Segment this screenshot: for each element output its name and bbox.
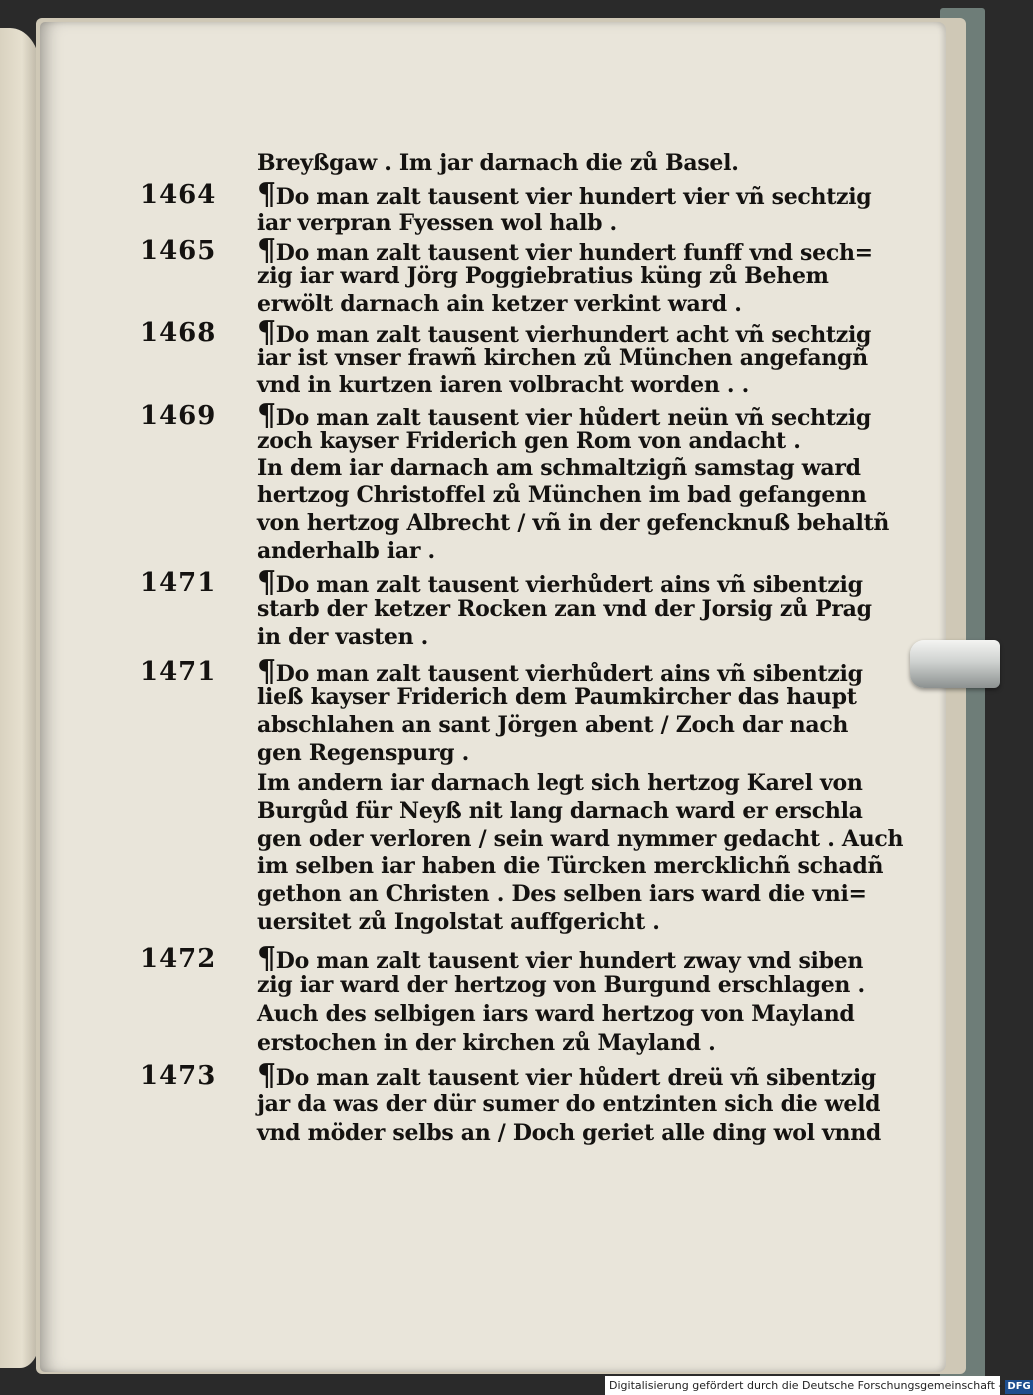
year-1472: 1472 (140, 944, 217, 974)
text-line: vnd in kurtzen iaren volbracht worden . . (257, 372, 749, 398)
text-line: gen oder verloren / sein ward nymmer gedacht . Auch (257, 826, 904, 852)
text-line: von hertzog Albrecht / vñ in der gefencknuß behaltñ (257, 510, 890, 536)
pilcrow-mark: ¶ (257, 177, 276, 212)
year-1471-second: 1471 (140, 657, 217, 687)
text-line: gethon an Christen . Des selben iars ward die vni= (257, 881, 867, 907)
text-line: iar ist vnser frawñ kirchen zů München angefangñ (257, 345, 868, 371)
text-line: zoch kayser Friderich gen Rom von andacht . (257, 428, 801, 454)
text-line: in der vasten . (257, 624, 429, 650)
pilcrow-mark: ¶ (257, 315, 276, 350)
year-1473: 1473 (140, 1061, 217, 1091)
text-line: uersitet zů Ingolstat auffgericht . (257, 909, 660, 935)
pilcrow-mark: ¶ (257, 1058, 276, 1093)
text-line: hertzog Christoffel zů München im bad gefangenn (257, 482, 867, 508)
text-line: ¶Do man zalt tausent vier hundert funff vnd sech= (257, 233, 873, 268)
year-1469: 1469 (140, 401, 217, 431)
text-line: starb der ketzer Rocken zan vnd der Jorsig zů Prag (257, 596, 872, 622)
pilcrow-mark: ¶ (257, 941, 276, 976)
text-line: ¶Do man zalt tausent vierhundert acht vñ sechtzig (257, 315, 872, 350)
pilcrow-mark: ¶ (257, 398, 276, 433)
text-line: ¶Do man zalt tausent vierhůdert ains vñ sibentzig (257, 654, 863, 689)
text-line: ¶Do man zalt tausent vierhůdert ains vñ sibentzig (257, 565, 863, 600)
year-1465: 1465 (140, 236, 217, 266)
text-line: ¶Do man zalt tausent vier hůdert neün vñ sechtzig (257, 398, 871, 433)
text-line: erwölt darnach ain ketzer verkint ward . (257, 291, 742, 317)
text-line: erstochen in der kirchen zů Mayland . (257, 1030, 716, 1056)
text-line: Auch des selbigen iars ward hertzog von Mayland (257, 1001, 855, 1027)
text-line: abschlahen an sant Jörgen abent / Zoch dar nach (257, 712, 849, 738)
pilcrow-mark: ¶ (257, 233, 276, 268)
text-line: ¶Do man zalt tausent vier hundert vier vñ sechtzig (257, 177, 872, 212)
text-line: vnd möder selbs an / Doch geriet alle ding wol vnnd (257, 1120, 882, 1146)
dfg-logo: DFG (1007, 1381, 1031, 1392)
text-line: jar da was der dür sumer do entzinten sich die weld (257, 1091, 881, 1117)
year-1471: 1471 (140, 568, 217, 598)
pilcrow-mark: ¶ (257, 654, 276, 689)
text-line: Im andern iar darnach legt sich hertzog Karel von (257, 770, 863, 796)
digitization-credit (605, 1376, 1031, 1395)
bookmark-clip (910, 640, 1000, 688)
text-line: anderhalb iar . (257, 538, 435, 564)
text-line: iar verpran Fyessen wol halb . (257, 210, 617, 236)
text-line: In dem iar darnach am schmaltzigñ samstag ward (257, 455, 861, 481)
year-1468: 1468 (140, 318, 217, 348)
text-line: ¶Do man zalt tausent vier hůdert dreü vñ sibentzig (257, 1058, 876, 1093)
text-line: im selben iar haben die Türcken mercklichñ schadñ (257, 853, 884, 879)
left-page-edge (0, 28, 40, 1368)
text-line: gen Regenspurg . (257, 740, 469, 766)
text-line: zig iar ward Jörg Poggiebratius küng zů Behem (257, 263, 829, 289)
pilcrow-mark: ¶ (257, 565, 276, 600)
text-line: Burgůd für Neyß nit lang darnach ward er erschla (257, 798, 863, 824)
text-line: zig iar ward der hertzog von Burgund erschlagen . (257, 972, 865, 998)
credit-text: Digitalisierung gefördert durch die Deutsche Forschungsgemeinschaft - (609, 1379, 1003, 1392)
text-line: Breyßgaw . Im jar darnach die zů Basel. (257, 150, 739, 176)
text-line: ließ kayser Friderich dem Paumkircher das haupt (257, 684, 857, 710)
year-1464: 1464 (140, 180, 217, 210)
text-line: ¶Do man zalt tausent vier hundert zway vnd siben (257, 941, 864, 976)
